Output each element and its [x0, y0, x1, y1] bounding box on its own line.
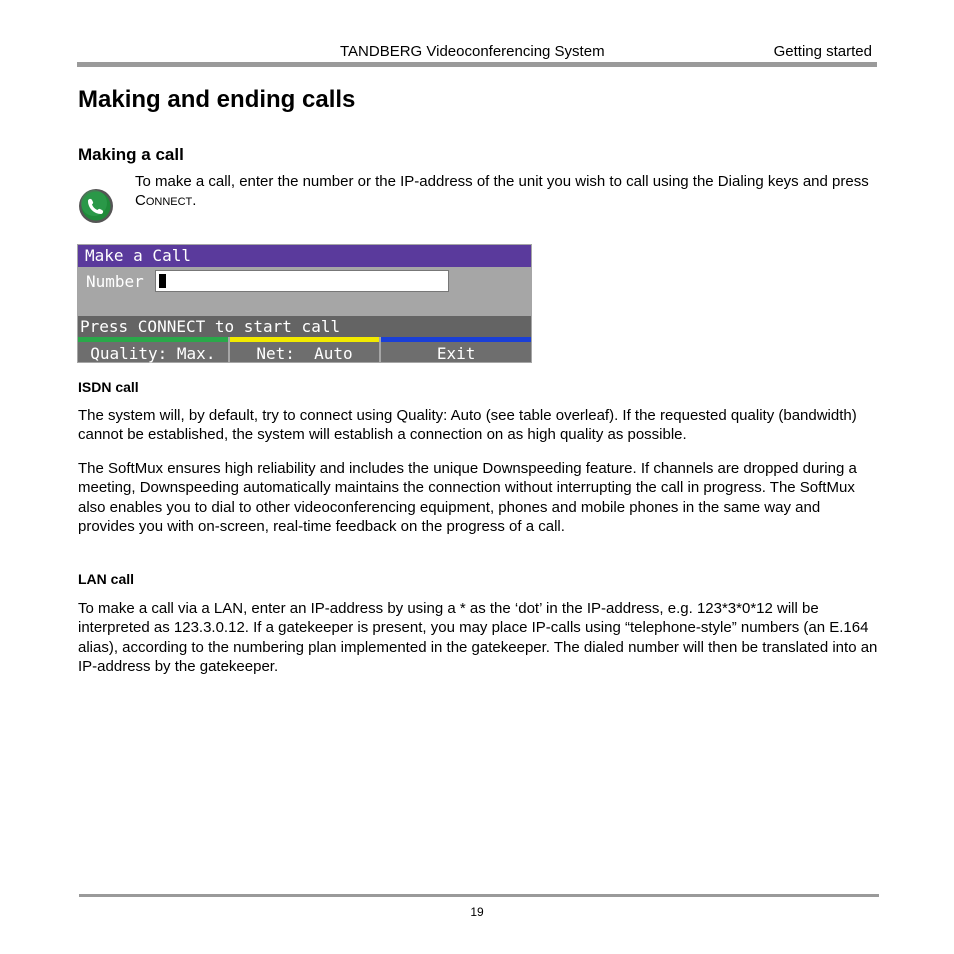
exit-softkey[interactable]: [381, 337, 531, 362]
exit-softkey-label: Exit: [436, 344, 476, 363]
softkey-bar: [78, 337, 531, 362]
page-number: 19: [470, 905, 484, 919]
yellow-key-strip: [230, 337, 380, 342]
intro-paragraph: [135, 172, 880, 210]
connect-key-name: Connect: [135, 192, 193, 209]
status-bar: Press CONNECT to start call: [78, 316, 531, 337]
blue-key-strip: [381, 337, 531, 342]
screen-title-bar: Make a Call: [78, 245, 531, 267]
connect-phone-icon: [78, 188, 114, 224]
isdn-call-heading: ISDN call: [78, 379, 139, 395]
number-input[interactable]: [155, 270, 449, 292]
lan-paragraph: To make a call via a LAN, enter an IP-address by using a * as the ‘dot’ in the IP-address, e.g. 123*3*0*12 will be interpreted as 123.3.0.12. If a gatekeeper is present, you may place IP-calls using “telephone-style” numbers (an E.164 alias), according to the numbering plan implemented in the gatekeeper. The dialed number will then be translated into an IP-address by the gatekeeper.: [78, 600, 878, 675]
page-title: Making and ending calls: [78, 86, 356, 113]
make-call-screen: [77, 244, 532, 363]
isdn-paragraph-2: The SoftMux ensures high reliability and includes the unique Downspeeding feature. If channels are dropped during a meeting, Downspeeding automatically maintains the connection without interrupting the call in progress. The SoftMux also enables you to dial to other videoconferencing equipment, phones and mobile phones in the same way and provides you with on-screen, real-time feedback on the progress of a call.: [78, 460, 857, 535]
text-cursor: [159, 274, 166, 288]
number-row: [78, 268, 531, 316]
footer-divider: [79, 894, 879, 897]
net-softkey-label: Net: Auto: [256, 344, 353, 363]
green-key-strip: [78, 337, 228, 342]
intro-text: To make a call, enter the number or the IP-address of the unit you wish to call using the Dialing keys and press: [135, 173, 869, 190]
lan-call-heading: LAN call: [78, 571, 135, 587]
intro-text-end: .: [192, 192, 197, 209]
header-document-title: TANDBERG Videoconferencing System: [340, 43, 605, 60]
quality-softkey[interactable]: [78, 337, 228, 362]
header-chapter-title: Getting started: [773, 43, 872, 60]
isdn-paragraph-1: The system will, by default, try to connect using Quality: Auto (see table overleaf). If the requested quality (bandwidth) cannot be established, the system will establish a connection on as high quality as possible.: [78, 407, 857, 444]
section-title: Making a call: [78, 145, 184, 164]
net-softkey[interactable]: [230, 337, 380, 362]
number-label: Number: [86, 272, 144, 291]
quality-softkey-label: Quality: Max.: [90, 344, 216, 363]
header-divider: [77, 62, 877, 67]
